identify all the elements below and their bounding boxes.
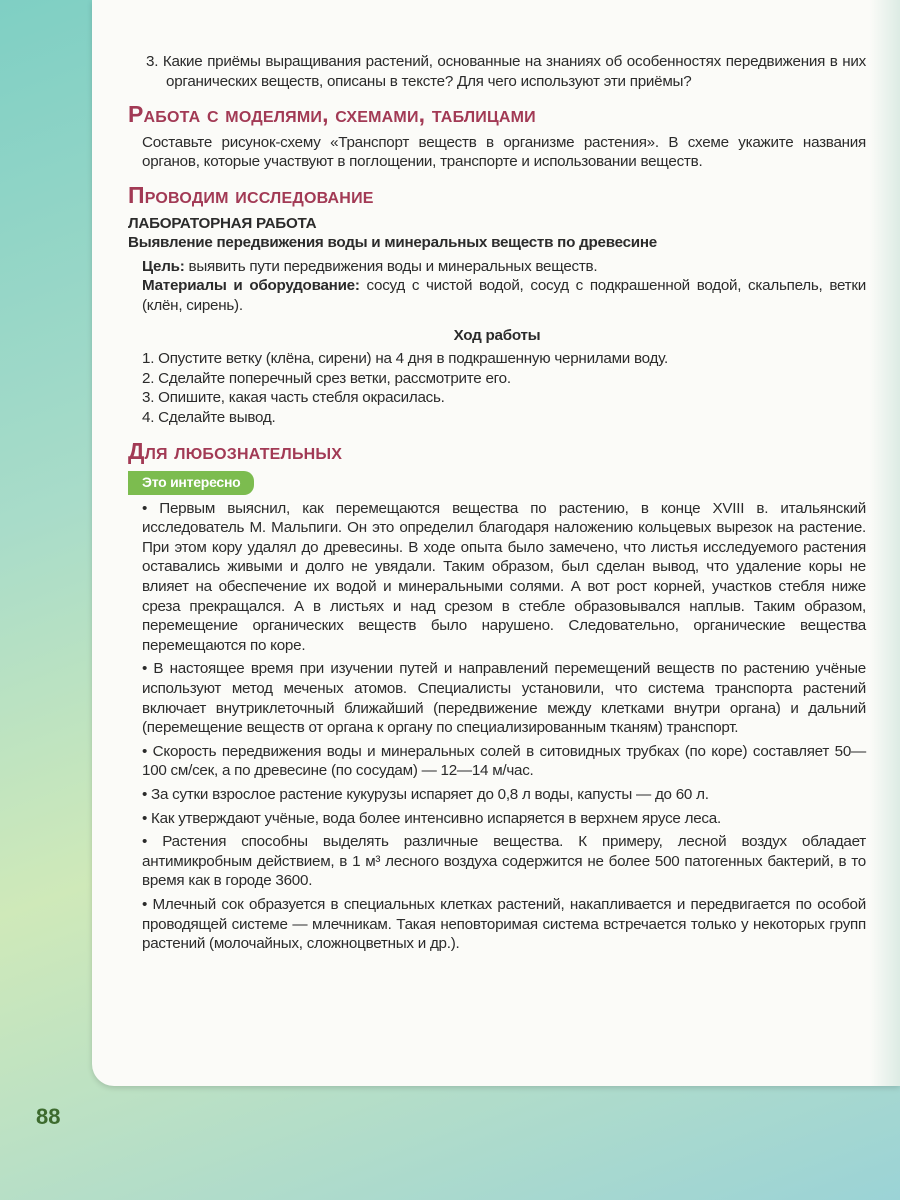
goal-text: выявить пути передвижения воды и минеральных веществ. (184, 257, 598, 275)
lab-title: Выявление передвижения воды и минеральных веществ по древесине (128, 234, 657, 252)
page-edge (870, 0, 900, 1086)
fact-item: • В настоящее время при изучении путей и направлений перемещений веществ по растению учёные используют метод меченых атомов. Специалисты установили, что система транспорта растений включает внутриклеточный ближайший (передвижение между клетками внутри органа) и дальний (перемещение веществ от органа к органу по специализированным тканям) транспорт. (128, 659, 866, 737)
fact-item: • Млечный сок образуется в специальных клетках растений, накапливается и передвигается по особой проводящей системе — млечникам. Такая неповторимая система встречается только у некоторых групп растений (молочайных, сложноцветных и др.). (128, 895, 866, 954)
section-title-models: Работа с моделями, схемами, таблицами (128, 101, 536, 128)
procedure-step: 2. Сделайте поперечный срез ветки, рассмотрите его. (142, 369, 511, 387)
interesting-badge: Это интересно (128, 471, 254, 495)
procedure-steps (128, 349, 866, 427)
fact-item: • Первым выяснил, как перемещаются вещества по растению, в конце XVIII в. итальянский исследователь М. Мальпиги. Он это определил благодаря наложению кольцевых вырезок на растение. При этом кору удалял до древесины. В ходе опыта было замечено, что листья исследуемого растения оставались живыми и долго не увядали. Таким образом, был сделан вывод, что удаление коры не влияет на обеспечение их водой и минеральными солями. А вот рост корней, участков стебля ниже среза прекращался. А в листьях и над срезом в стебле образовывался наплыв. Таким образом, перемещение органических веществ было нарушено. Следовательно, органические вещества перемещаются по коре. (128, 499, 866, 656)
section-title-curious: Для любознательных (128, 437, 343, 464)
fact-item: • За сутки взрослое растение кукурузы испаряет до 0,8 л воды, капусты — до 60 л. (128, 785, 866, 805)
materials-label: Материалы и оборудование: (142, 277, 360, 295)
goal-label: Цель: (142, 257, 185, 275)
question-3: 3. Какие приёмы выращивания растений, основанные на знаниях об особенностях передвижения в них органических веществ, описаны в тексте? Для чего используют эти приёмы? (146, 53, 866, 90)
procedure-title: Ход работы (453, 326, 541, 344)
lab-label: ЛАБОРАТОРНАЯ РАБОТА (128, 214, 317, 232)
lab-goal (128, 257, 866, 277)
page-content (128, 52, 866, 958)
procedure-step: 3. Опишите, какая часть стебля окрасилась. (142, 389, 445, 407)
page-number: 88 (36, 1104, 61, 1129)
procedure-step: 4. Сделайте вывод. (142, 408, 276, 426)
procedure-step: 1. Опустите ветку (клёна, сирени) на 4 дня в подкрашенную чернилами воду. (142, 350, 668, 368)
fact-item: • Растения способны выделять различные вещества. К примеру, лесной воздух обладает антимикробным действием, в 1 м³ лесного воздуха содержится не более 500 патогенных бактерий, в то время как в городе 3600. (128, 832, 866, 891)
models-task: Составьте рисунок-схему «Транспорт веществ в организме растения». В схеме укажите названия органов, которые участвуют в поглощении, транспорте и использовании веществ. (142, 133, 866, 171)
section-title-research: Проводим исследование (128, 181, 374, 208)
fact-item: • Как утверждают учёные, вода более интенсивно испаряется в верхнем ярусе леса. (128, 809, 866, 829)
fact-item: • Скорость передвижения воды и минеральных солей в ситовидных трубках (по коре) составляет 50—100 см/сек, а по древесине (по сосудам) — 12—14 м/час. (128, 742, 866, 781)
materials-text: сосуд с чистой водой, сосуд с подкрашенной водой, скальпель, ветки (клён, сирень). (142, 277, 867, 314)
lab-materials (128, 276, 866, 315)
